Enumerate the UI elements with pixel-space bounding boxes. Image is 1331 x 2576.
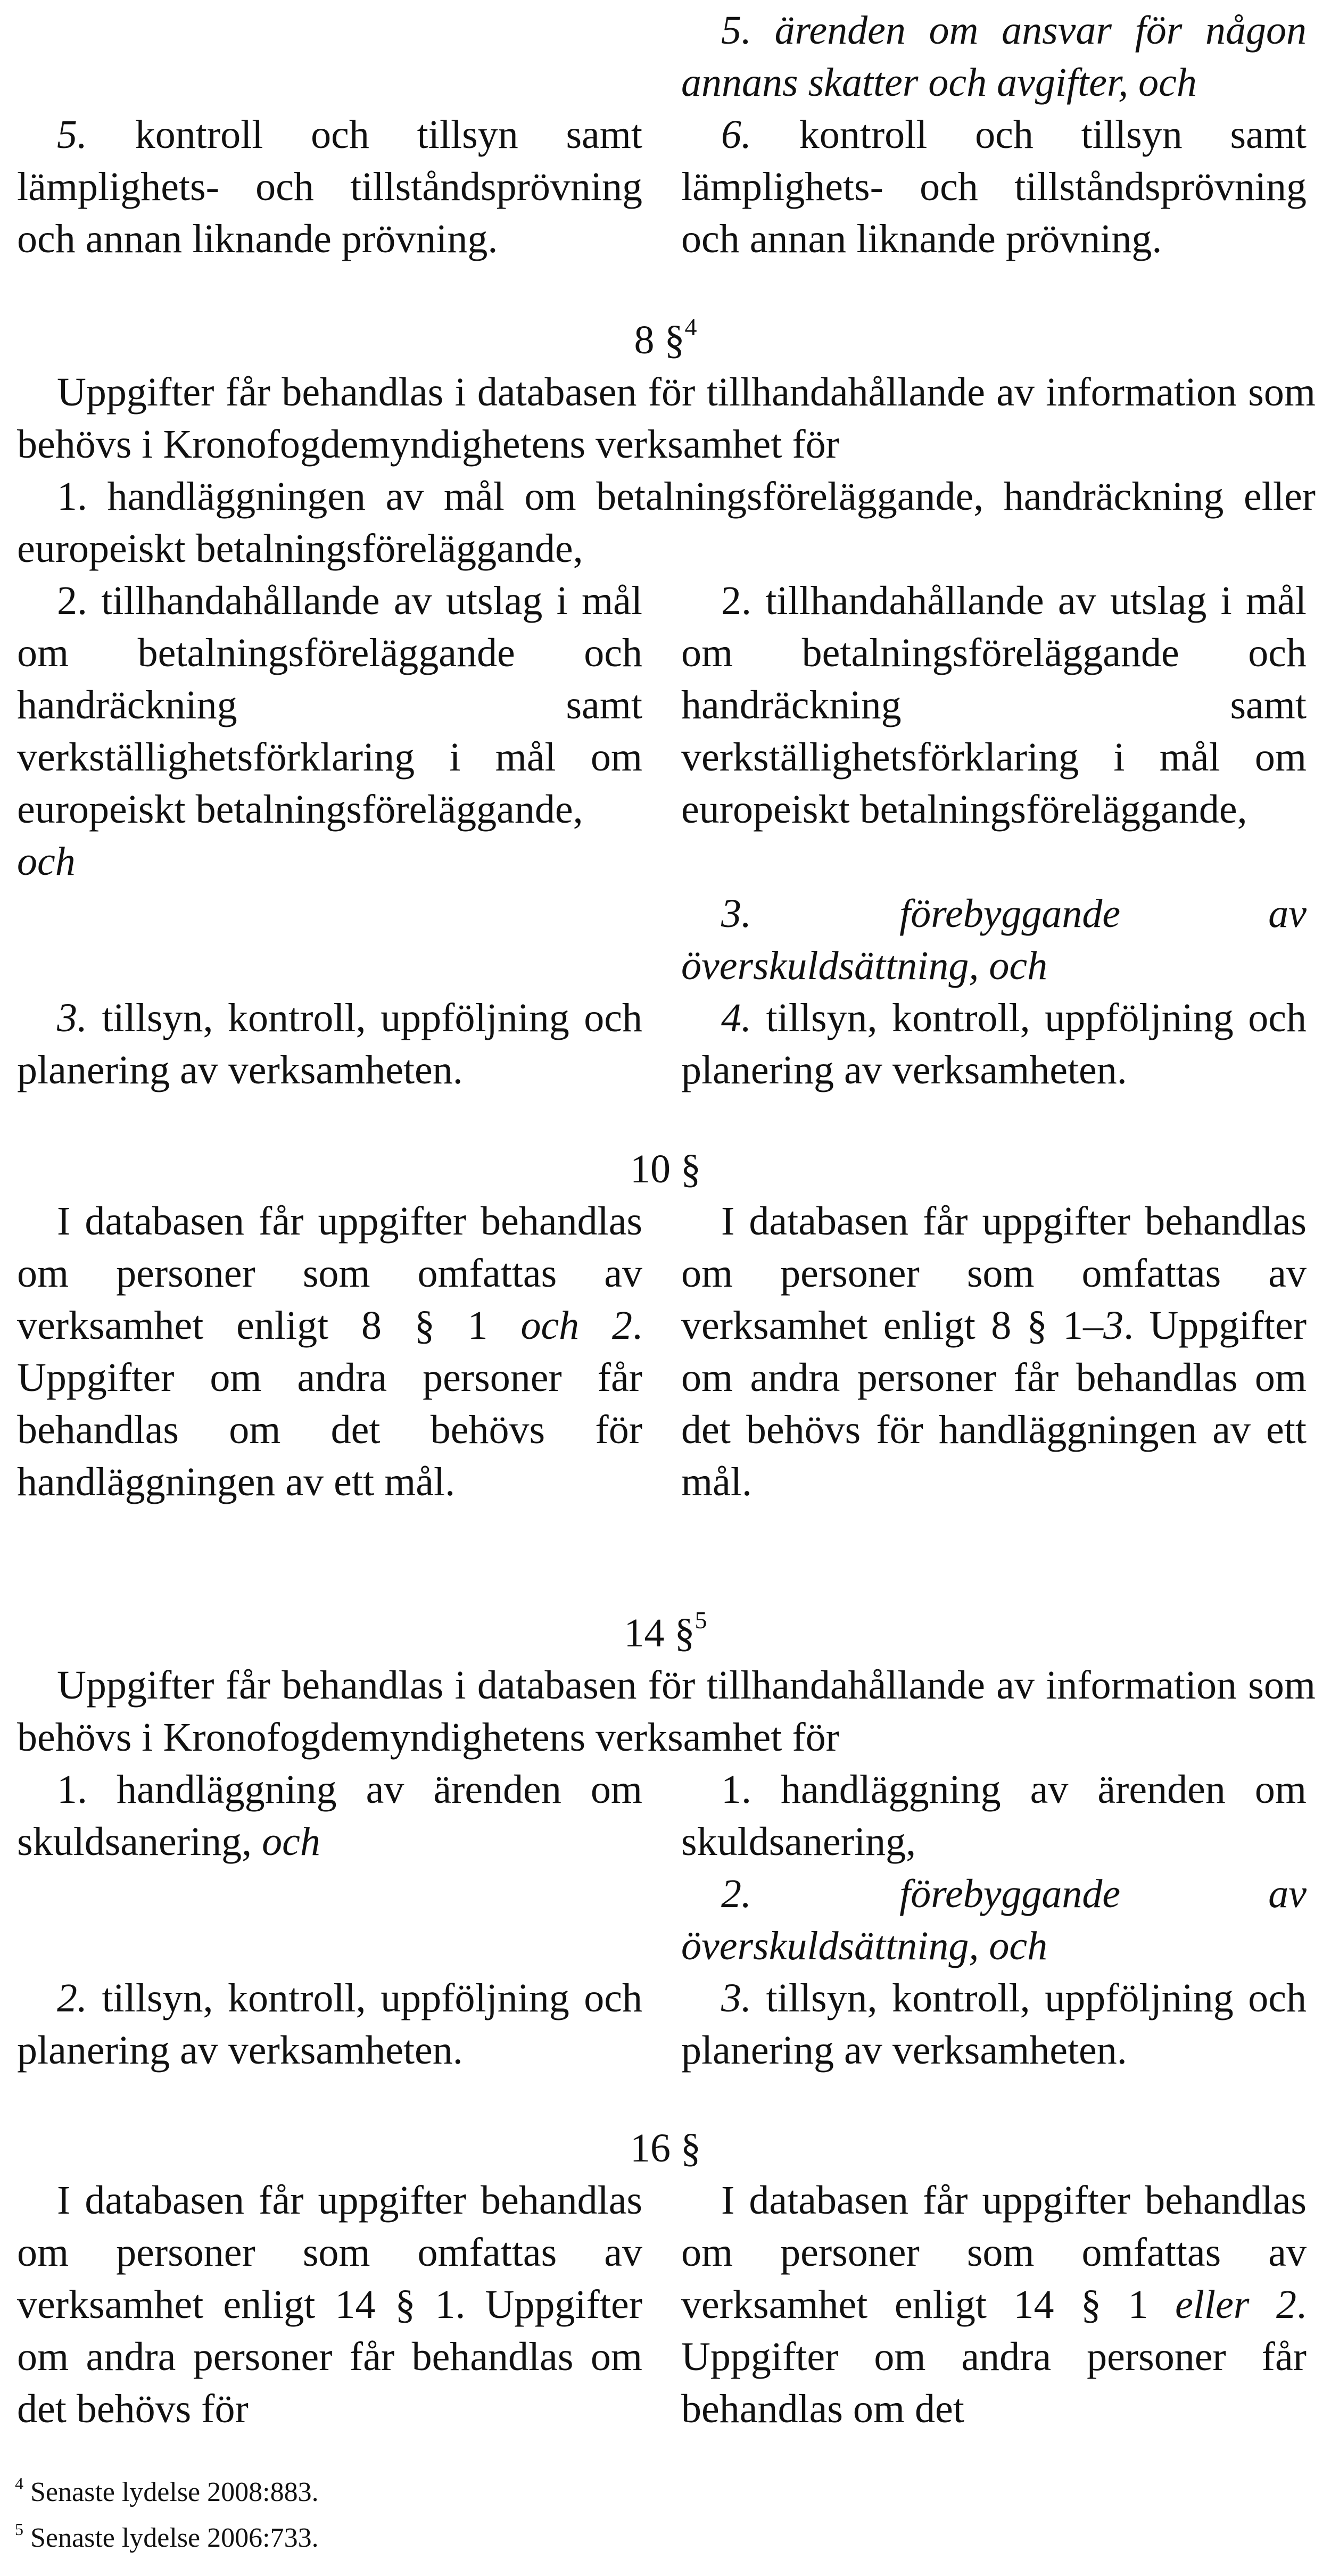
section-14-right-item-3: 3. tillsyn, kontroll, uppföljning och planering av verksamheten. xyxy=(681,1976,1307,2073)
section-8-right-item-4: 4. tillsyn, kontroll, uppföljning och planering av verksamheten. xyxy=(681,996,1307,1092)
section-8-intro: Uppgifter får behandlas i databasen för tillhandahållande av information som behövs i Kronofogdemyndighetens verksamhet för xyxy=(17,370,1316,467)
right-item-6: 6. kontroll och tillsyn samt lämplighets- och tillståndsprövning och annan liknande prövning. xyxy=(681,112,1307,261)
section-14-right-item-1: 1. handläggning av ärenden om skuldsanering, xyxy=(681,1767,1307,1864)
section-14-intro: Uppgifter får behandlas i databasen för tillhandahållande av information som behövs i Kronofogdemyndighetens verksamhet för xyxy=(17,1663,1316,1760)
section-8-left-item-3: 3. tillsyn, kontroll, uppföljning och planering av verksamheten. xyxy=(17,996,642,1092)
section-14-right-item-2: 2. förebyggande av överskuldsättning, och xyxy=(681,1871,1307,1968)
section-10-heading: 10 § xyxy=(630,1147,701,1191)
section-8-right-item-3: 3. förebyggande av överskuldsättning, och xyxy=(681,891,1307,988)
section-10-left: I databasen får uppgifter behandlas om personer som omfattas av verksamhet enligt 8 § 1 och 2. Uppgifter om andra personer får behandlas om det behövs för handläggningen av ett mål. xyxy=(17,1199,642,1504)
section-16-right: I databasen får uppgifter behandlas om personer som omfattas av verksamhet enligt 14 § 1 eller 2. Uppgifter om andra personer får behandlas om det xyxy=(681,2178,1307,2431)
section-8-left-item-2: 2. tillhandahållande av utslag i mål om betalningsföreläggande och handräckning samt verkställighetsförklaring i mål om europeiskt betalningsföreläggande, och xyxy=(17,578,642,884)
section-8-right-item-2: 2. tillhandahållande av utslag i mål om betalningsföreläggande och handräckning samt verkställighetsförklaring i mål om europeiskt betalningsföreläggande, xyxy=(681,578,1307,832)
section-16-left: I databasen får uppgifter behandlas om personer som omfattas av verksamhet enligt 14 § 1. Uppgifter om andra personer får behandlas om det behövs för xyxy=(17,2178,642,2431)
right-item-5: 5. ärenden om ansvar för någon annans skatter och avgifter, och xyxy=(681,8,1307,105)
section-8-heading: 8 §$^4$ xyxy=(634,313,697,362)
section-16-heading: 16 § xyxy=(630,2126,701,2171)
footnote-5: $^5$ Senaste lydelse 2006:733. xyxy=(15,2520,319,2553)
section-8-item-1: 1. handläggningen av mål om betalningsföreläggande, handräckning eller europeiskt betalningsföreläggande, xyxy=(17,474,1316,571)
section-14-left-item-2: 2. tillsyn, kontroll, uppföljning och planering av verksamheten. xyxy=(17,1976,642,2073)
section-10-right: I databasen får uppgifter behandlas om personer som omfattas av verksamhet enligt 8 § 1–3. Uppgifter om andra personer får behandlas om det behövs för handläggningen av ett mål. xyxy=(681,1199,1307,1504)
section-14-left-item-1: 1. handläggning av ärenden om skuldsanering, och xyxy=(17,1767,642,1864)
footnote-4: $^4$ Senaste lydelse 2008:883. xyxy=(15,2474,319,2507)
left-item-5: 5. kontroll och tillsyn samt lämplighets- och tillståndsprövning och annan liknande prövning. xyxy=(17,112,642,261)
section-14-heading: 14 §$^5$ xyxy=(624,1606,707,1655)
